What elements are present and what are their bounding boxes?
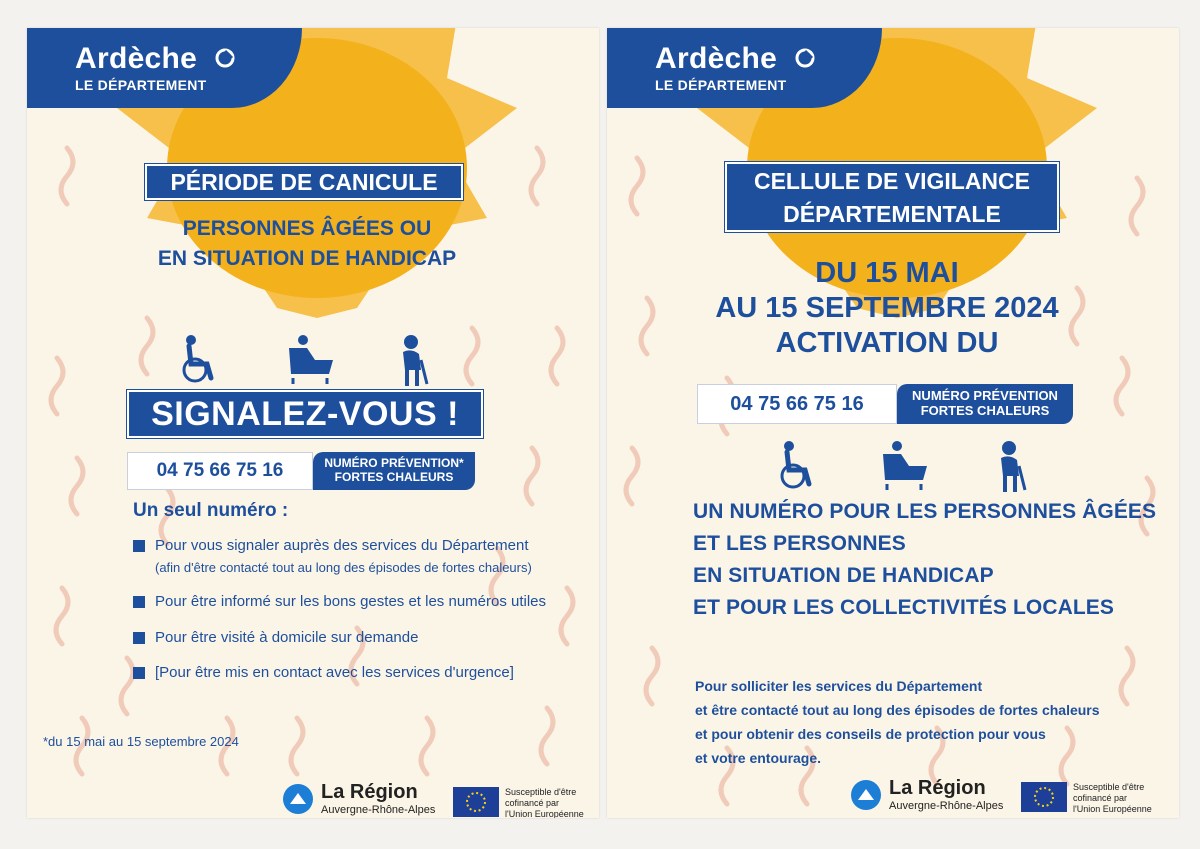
target-audience [127, 214, 487, 274]
eu-line-2: cofinancé par [1073, 792, 1128, 803]
headline-line-4: ET POUR LES COLLECTIVITÉS LOCALES [693, 596, 1114, 619]
body-line-2: et être contacté tout au long des épisodes de fortes chaleurs [695, 702, 1100, 718]
list-item [133, 628, 583, 648]
services-list [133, 536, 583, 699]
phone-number[interactable]: 04 75 66 75 16 [697, 384, 897, 424]
logo-name: Ardèche [655, 42, 778, 75]
eu-line-1: Susceptible d'être [1073, 782, 1145, 792]
bullet-text: Pour être informé sur les bons gestes et les numéros utiles [155, 593, 547, 611]
single-number-intro: Un seul numéro : [133, 500, 289, 521]
region-subtitle: Auvergne-Rhône-Alpes [889, 800, 1004, 812]
phone-tag-line-1: NUMÉRO PRÉVENTION* [324, 456, 464, 471]
headline-line-2: ET LES PERSONNES [693, 532, 906, 555]
dates-line-2: AU 15 SEPTEMBRE 2024 [715, 292, 1059, 324]
phone-number[interactable]: 04 75 66 75 16 [127, 452, 313, 490]
prevention-phone-block[interactable] [127, 452, 475, 490]
region-partner [851, 778, 1003, 812]
elderly-cane-icon [397, 334, 437, 386]
eu-line-3: l'Union Européenne [505, 808, 584, 818]
phone-tag-line-2: FORTES CHALEURS [334, 470, 454, 484]
bullet-subtext: (afin d'être contacté tout au long des épisodes de fortes chaleurs) [155, 559, 532, 575]
elderly-cane-icon [995, 440, 1035, 492]
vigilance-line-2: DÉPARTEMENTALE [783, 201, 1001, 227]
region-logo-icon [851, 780, 881, 810]
bullet-text: [Pour être mis en contact avec les services d'urgence] [155, 664, 514, 682]
dates-line-1: DU 15 MAI [815, 257, 959, 289]
phone-tag [897, 384, 1073, 424]
bullet-text: Pour vous signaler auprès des services du Département [155, 537, 529, 554]
body-line-1: Pour solliciter les services du Département [695, 678, 983, 694]
eu-flag-icon [453, 787, 499, 817]
wheelchair-icon [177, 334, 221, 384]
list-item [133, 536, 583, 576]
logo-subtitle: LE DÉPARTEMENT [75, 77, 207, 93]
heatwave-heading: PÉRIODE DE CANICULE [145, 164, 463, 200]
headline-line-3: EN SITUATION DE HANDICAP [693, 564, 994, 587]
footnote: *du 15 mai au 15 septembre 2024 [43, 734, 239, 749]
body-line-4: et votre entourage. [695, 750, 822, 766]
phone-tag [313, 452, 475, 490]
logo-mark-icon [215, 48, 235, 68]
activation-dates [677, 256, 1097, 361]
eu-flag-icon [1021, 782, 1067, 812]
region-logo-icon [283, 784, 313, 814]
region-name: La Région [889, 777, 986, 799]
list-item [133, 663, 583, 683]
target-line-1: PERSONNES ÂGÉES OU [182, 217, 432, 240]
headline-line-1: UN NUMÉRO POUR LES PERSONNES ÂGÉES [693, 500, 1157, 523]
logo-subtitle: LE DÉPARTEMENT [655, 77, 787, 93]
eu-cofunding-text [1073, 782, 1152, 814]
left-leaflet [27, 28, 599, 818]
wheelchair-icon [775, 440, 819, 490]
list-item [133, 592, 583, 612]
vigilance-line-1: CELLULE DE VIGILANCE [753, 168, 1030, 194]
eu-line-2: cofinancé par [505, 797, 560, 808]
audience-headline [693, 496, 1173, 624]
dates-line-3: ACTIVATION DU [775, 327, 999, 359]
region-partner [283, 782, 435, 816]
region-name: La Région [321, 781, 418, 803]
eu-cofunding-text [505, 787, 584, 818]
bullet-text: Pour être visité à domicile sur demande [155, 628, 419, 646]
department-logo [607, 28, 882, 108]
target-line-2: EN SITUATION DE HANDICAP [157, 247, 457, 270]
body-line-3: et pour obtenir des conseils de protection pour vous [695, 726, 1046, 742]
contact-description [695, 674, 1165, 770]
logo-name: Ardèche [75, 42, 198, 75]
department-logo [27, 28, 302, 108]
right-leaflet [607, 28, 1179, 818]
phone-tag-line-1: NUMÉRO PRÉVENTION [912, 388, 1058, 404]
prevention-phone-block[interactable] [697, 384, 1073, 424]
eu-line-1: Susceptible d'être [505, 787, 577, 797]
logo-mark-icon [795, 48, 815, 68]
signal-yourself-banner: SIGNALEZ-VOUS ! [127, 390, 483, 438]
armchair-person-icon [285, 334, 341, 384]
armchair-person-icon [879, 440, 935, 490]
eu-line-3: l'Union Européenne [1073, 803, 1152, 814]
phone-tag-line-2: FORTES CHALEURS [920, 403, 1050, 418]
region-subtitle: Auvergne-Rhône-Alpes [321, 804, 436, 816]
vigilance-heading [725, 162, 1059, 232]
